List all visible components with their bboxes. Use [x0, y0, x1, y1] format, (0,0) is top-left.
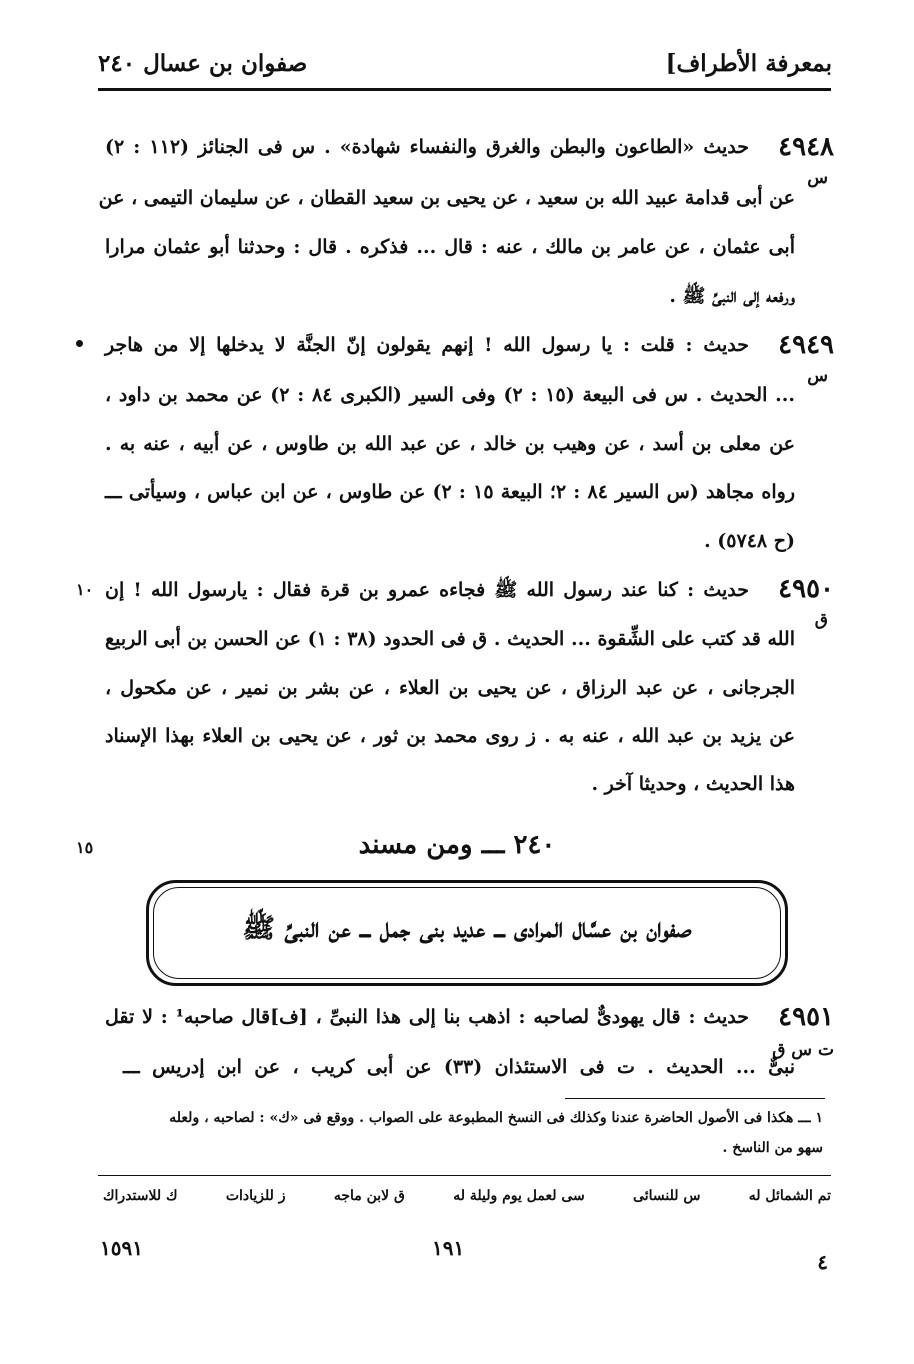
page-number-center: ١٩١ [432, 1236, 465, 1260]
legend-item: س للنسائى [633, 1188, 701, 1204]
legend-item: سى لعمل يوم وليلة له [453, 1188, 585, 1204]
footnote-line-1: ١ ـــ هكذا فى الأصول الحاضرة عندنا وكذلك فى النسخ المطبوعة على الصواب . ووقع فى «ك» : لصاحبه ، ولعله [169, 1110, 823, 1126]
hadith-4950-line-4: عن يزيد بن عبد الله ، عنه به . ز روى محمد بن ثور ، عن يحيى بن العلاء بهذا الإسناد [105, 725, 795, 747]
line-number-15: ١٥ [76, 838, 94, 857]
hadith-4951-line-1: حديث : قال يهودىٌّ لصاحبه : اذهب بنا إلى هذا النبىِّ ، [ف]قال صاحبه¹ : لا تقل [105, 1006, 749, 1028]
legend-rule [98, 1175, 831, 1176]
legend-item: ك للاستدراك [103, 1188, 178, 1204]
hadith-sigla-4951: ت س ق [772, 1040, 834, 1060]
hadith-4948-line-1: حديث «الطاعون والبطن والغرق والنفساء شهادة» . س فى الجنائز (١١٢ : ٢) [105, 136, 749, 158]
legend-item: تم الشمائل له [748, 1188, 831, 1204]
hadith-4949-line-4: رواه مجاهد (س السير ٨٤ : ٢؛ البيعة ١٥ : ٢) عن طاوس ، عن ابن عباس ، وسيأتى ـــ [105, 481, 795, 503]
hadith-4949-line-2: ... الحديث . س فى البيعة (١٥ : ٢) وفى السير (الكبرى ٨٤ : ٢) عن محمد بن داود ، [105, 384, 795, 406]
legend-item: ق لابن ماجه [333, 1188, 405, 1204]
page-number-left: ١٥٩١ [100, 1236, 143, 1260]
bullet-marker [76, 340, 83, 347]
hadith-sigla-4948: س [807, 168, 828, 188]
hadith-4948-line-2: عن أبى قدامة عبيد الله بن سعيد ، عن يحيى بن سعيد القطان ، عن سليمان التيمى ، عن [98, 187, 795, 209]
musnad-title-box [146, 880, 788, 986]
hadith-4949-line-3: عن معلى بن أسد ، عن وهيب بن خالد ، عن عبد الله بن طاوس ، عن أبيه ، عنه به . [105, 433, 795, 455]
legend-item: ز للزيادات [225, 1188, 286, 1204]
section-title: ٢٤٠ ـــ ومن مسند [358, 830, 556, 860]
sigla-legend [103, 1188, 831, 1204]
hadith-number-4949: ٤٩٤٩ [778, 330, 834, 360]
page-number-right: ٤ [817, 1250, 828, 1274]
hadith-number-4948: ٤٩٤٨ [778, 132, 834, 162]
header-rule [98, 88, 831, 91]
hadith-4948-line-4: ورفعه إلى النبىِّ ﷺ . [669, 285, 795, 307]
hadith-4949-line-5: (ح ٥٧٤٨) . [704, 530, 795, 552]
hadith-4950-line-2: الله قد كتب على الشِّقوة ... الحديث . ق فى الحدود (٣٨ : ١) عن الحسن بن أبى الربيع [105, 628, 795, 650]
footnote-rule [565, 1098, 825, 1099]
hadith-number-4950: ٤٩٥٠ [778, 574, 834, 604]
hadith-4949-line-1: حديث : قلت : يا رسول الله ! إنهم يقولون إنّ الجنَّة لا يدخلها إلا من هاجر [105, 334, 749, 356]
hadith-4950-line-5: هذا الحديث ، وحديثا آخر . [591, 773, 795, 795]
hadith-4950-line-3: الجرجانى ، عن عبد الرزاق ، عن يحيى بن العلاء ، عن بشر بن نمير ، عن مكحول ، [105, 677, 795, 699]
hadith-4951-line-2: نبىٌّ ... الحديث . ت فى الاستئذان (٣٣) عن أبى كريب ، عن ابن إدريس ـــ [123, 1056, 795, 1078]
hadith-4948-line-3: أبى عثمان ، عن عامر بن مالك ، عنه : قال ... فذكره . قال : وحدثنا أبو عثمان مرارا [105, 236, 795, 258]
hadith-number-4951: ٤٩٥١ [778, 1002, 834, 1032]
header-book-title: بمعرفة الأطراف] [665, 50, 832, 77]
hadith-sigla-4949: س [807, 366, 828, 386]
line-number-10: ١٠ [76, 580, 94, 599]
footnote-line-2: سهو من الناسخ . [722, 1140, 823, 1156]
musnad-title: صفوان بن عسَّال المرادى ـــ عديد بنى جمل ـــ عن النبىِّ ﷺ [242, 913, 692, 944]
hadith-4950-line-1: حديث : كنا عند رسول الله ﷺ فجاءه عمرو بن قرة فقال : يارسول الله ! إن [105, 579, 749, 601]
header-section-title: صفوان بن عسال ٢٤٠ [98, 50, 308, 77]
hadith-sigla-4950: ق [814, 610, 828, 630]
